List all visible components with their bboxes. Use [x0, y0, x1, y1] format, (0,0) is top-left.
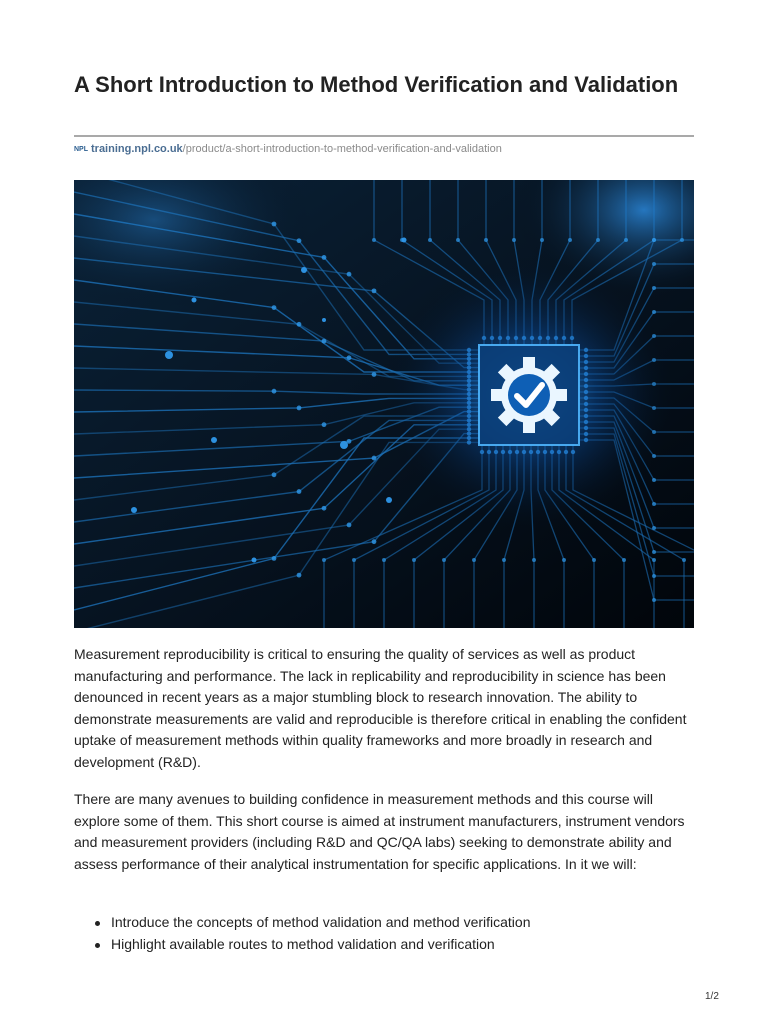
objectives-list — [92, 912, 692, 955]
source-link[interactable] — [74, 143, 502, 155]
page-title: A Short Introduction to Method Verification and Validation — [74, 72, 679, 97]
source-path[interactable]: /product/a-short-introduction-to-method-verification-and-validation — [182, 143, 502, 155]
paragraph-course: There are many avenues to building confidence in measurement methods and this course will explore some of them. This short course is aimed at instrument manufacturers, instrument vendors and measurement providers (including R&D and QC/QA labs) seeking to demonstrate ability and assess performance of their analytical instrumentation for specific applications. In it we will: — [74, 791, 685, 872]
gear-checkmark-icon — [491, 357, 567, 433]
hero-image — [74, 180, 694, 628]
page-number: 1/2 — [705, 991, 719, 1002]
paragraph-intro: Measurement reproducibility is critical to ensuring the quality of services as well as product manufacturing and performance. The lack in replicability and reproducibility in science has been denounced in recent years as a major stumbling block to research innovation. The ability to demonstrate measurements are valid and reproducible is therefore critical in enabling the confident uptake of measurement methods within quality frameworks and more broadly in research and development (R&D). — [74, 646, 687, 770]
list-item: Highlight available routes to method validation and verification — [92, 934, 692, 956]
list-item: Introduce the concepts of method validation and method verification — [92, 912, 692, 934]
title-divider — [74, 135, 694, 137]
npl-logo: NPL — [74, 146, 88, 153]
source-domain[interactable]: training.npl.co.uk — [91, 143, 183, 155]
